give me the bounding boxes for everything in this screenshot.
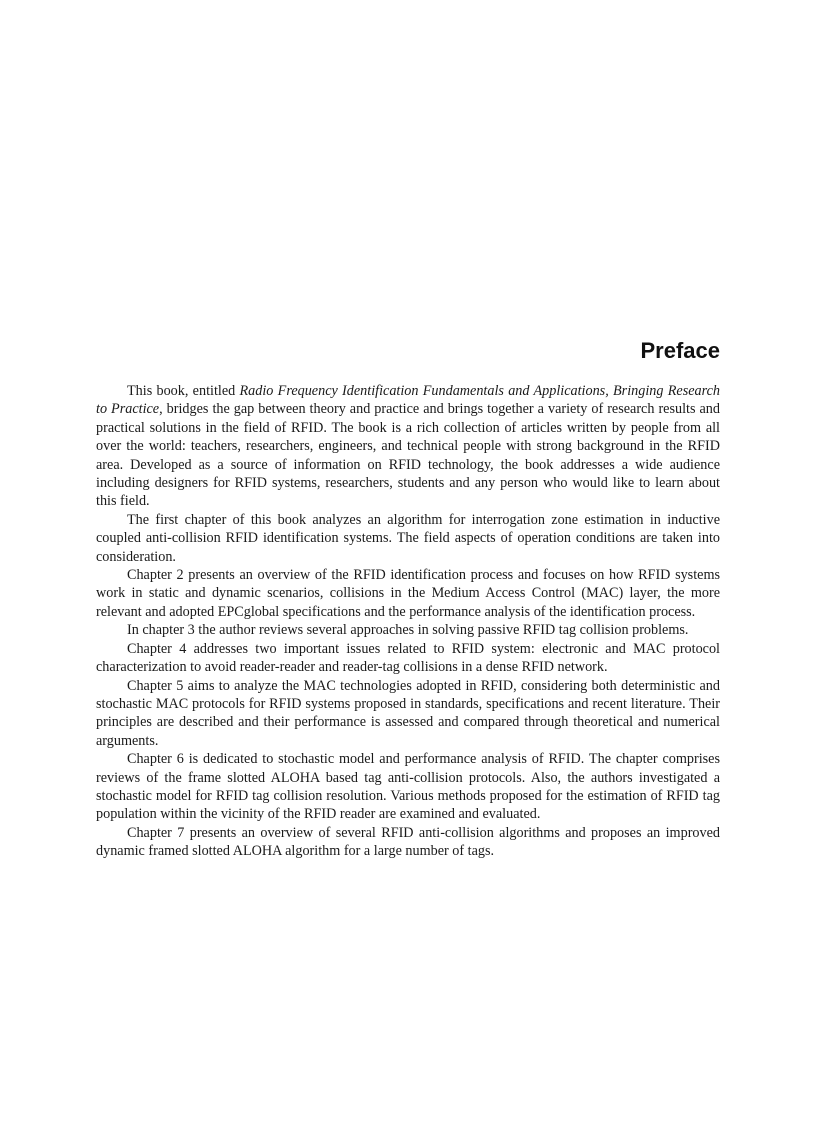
paragraph-intro	[96, 382, 720, 511]
paragraph-chapter-5: Chapter 5 aims to analyze the MAC technologies adopted in RFID, considering both deterministic and stochastic MAC protocols for RFID systems proposed in standards, specifications and recent literature. Their principles are described and their performance is assessed and compared through theoretical and numerical arguments.	[96, 677, 720, 749]
intro-lead: This book, entitled	[127, 383, 240, 399]
paragraph-chapter-7: Chapter 7 presents an overview of several RFID anti-collision algorithms and proposes an improved dynamic framed slotted ALOHA algorithm for a large number of tags.	[96, 824, 720, 860]
paragraph-chapter-1: The first chapter of this book analyzes an algorithm for interrogation zone estimation in inductive coupled anti-collision RFID identification systems. The field aspects of operation conditions are taken into consideration.	[96, 511, 720, 565]
book-title: Radio Frequency Identification Fundamentals and Applications, Bringing Research to Practice	[96, 383, 720, 418]
paragraph-chapter-3: In chapter 3 the author reviews several approaches in solving passive RFID tag collision problems.	[127, 622, 689, 639]
intro-rest: , bridges the gap between theory and practice and brings together a variety of research results and practical solutions in the field of RFID. The book is a rich collection of articles written by people from all over the world: teachers, researchers, engineers, and technical people with strong background in the RFID area. Developed as a source of information on RFID technology, the book addresses a wide audience including designers for RFID systems, researchers, students and any person who would like to learn about this field.	[96, 401, 720, 510]
paragraph-chapter-6: Chapter 6 is dedicated to stochastic model and performance analysis of RFID. The chapter comprises reviews of the frame slotted ALOHA based tag anti-collision protocols. Also, the authors investigated a stochastic model for RFID tag collision resolution. Various methods proposed for the estimation of RFID tag population within the vicinity of the RFID reader are examined and evaluated.	[96, 751, 720, 823]
paragraph-chapter-2: Chapter 2 presents an overview of the RFID identification process and focuses on how RFID systems work in static and dynamic scenarios, collisions in the Medium Access Control (MAC) layer, the more relevant and adopted EPCglobal specifications and the performance analysis of the identification process.	[96, 567, 720, 620]
preface-body	[96, 382, 720, 861]
paragraph-chapter-4: Chapter 4 addresses two important issues related to RFID system: electronic and MAC protocol characterization to avoid reader-reader and reader-tag collisions in a dense RFID network.	[96, 640, 720, 676]
page-title: Preface	[640, 338, 720, 363]
